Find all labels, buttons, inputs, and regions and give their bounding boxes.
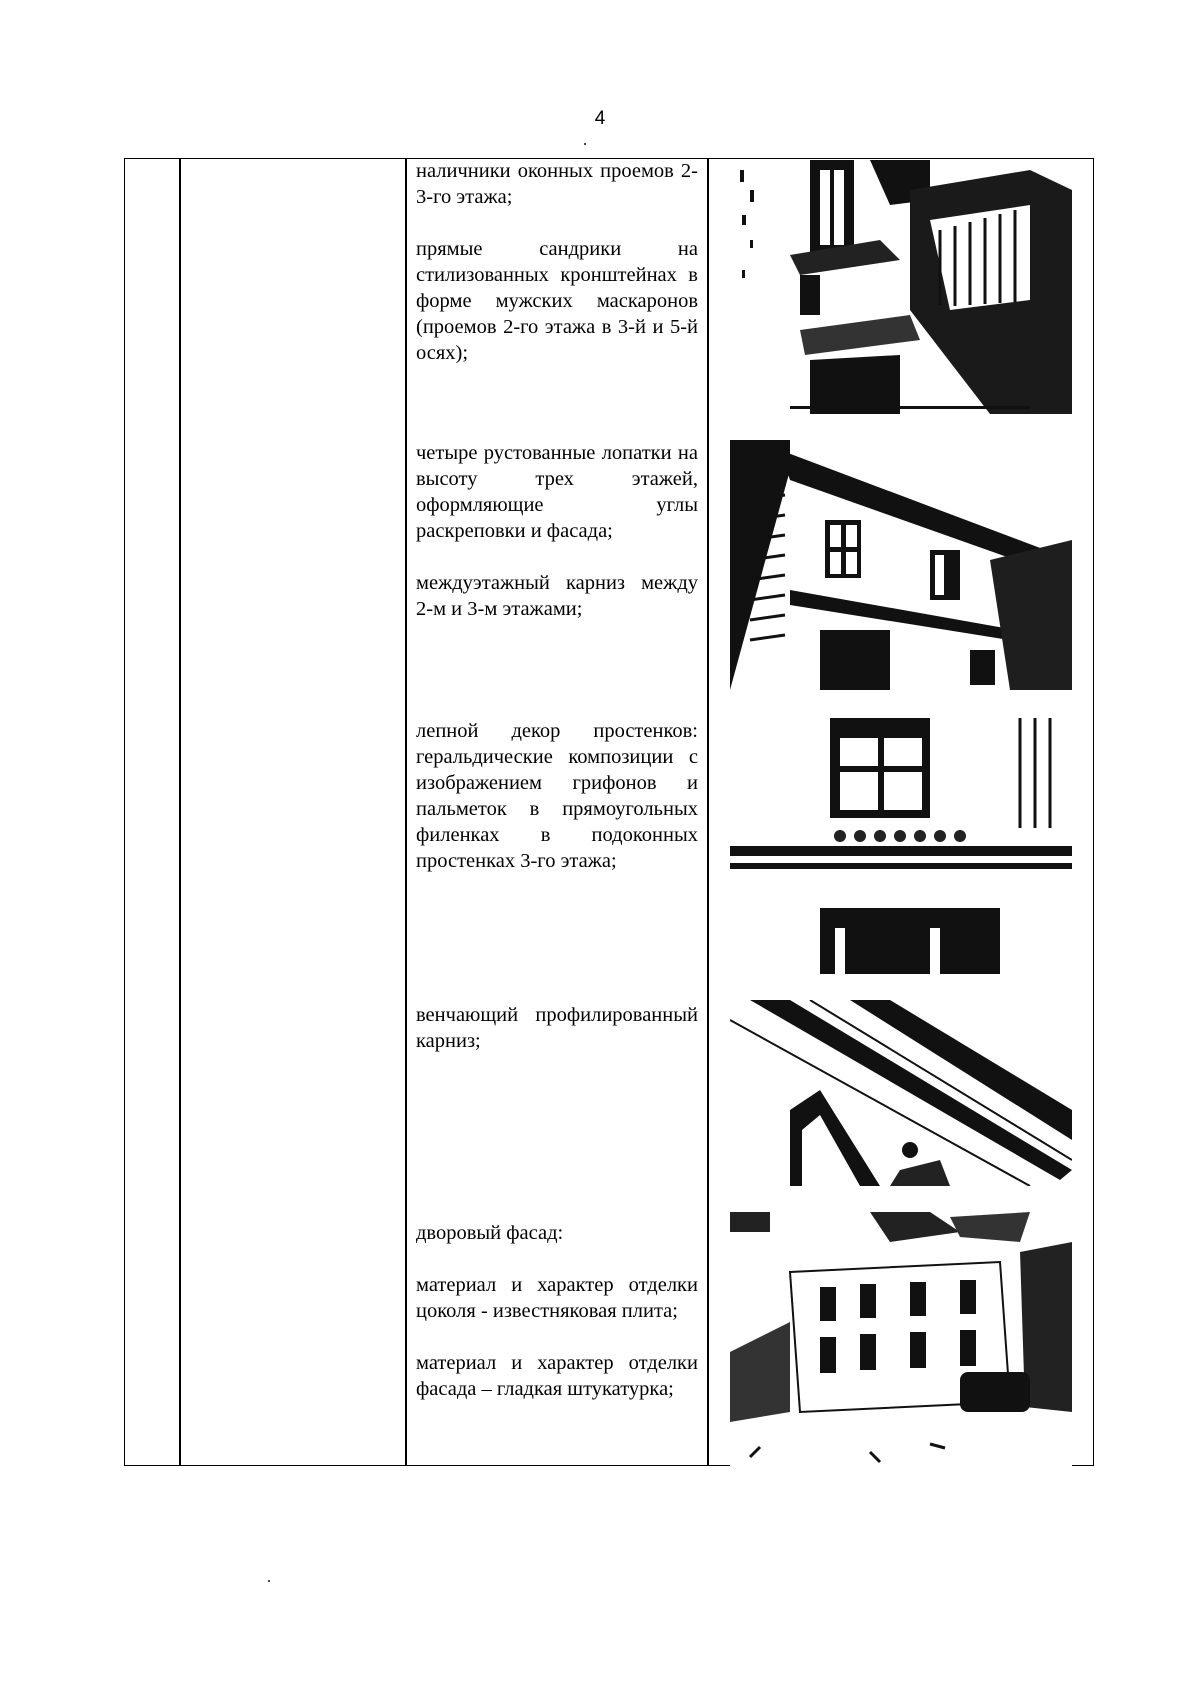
- row-4-text: [416, 1002, 698, 1054]
- table-paragraph: материал и характер отделки фасада – гладкая штукатурка;: [416, 1352, 698, 1400]
- column-divider: [405, 159, 407, 1465]
- column-divider: [179, 159, 181, 1465]
- rusticated-pilasters-photo: [730, 440, 1072, 690]
- table-paragraph: дворовый фасад:: [416, 1222, 564, 1244]
- table-paragraph: лепной декор простенков: геральдические композиции с изображением грифонов и пальметок в прямоугольных филенках в подоконных простенках 3-го этажа;: [416, 720, 698, 872]
- table-paragraph: наличники оконных проемов 2-3-го этажа;: [416, 160, 698, 208]
- page-number: 4: [594, 108, 606, 129]
- row-5-text: [416, 1220, 698, 1402]
- table-paragraph: междуэтажный карниз между 2-м и 3-м этажами;: [416, 572, 698, 620]
- table-paragraph: прямые сандрики на стилизованных кронштейнах в форме мужских маскаронов (проемов 2-го этажа в 3-й и 5-й осях);: [416, 238, 698, 364]
- window-surrounds-balcony-photo: [730, 160, 1072, 414]
- table-paragraph: четыре рустованные лопатки на высоту трех этажей, оформляющие углы раскреповки и фасада;: [416, 442, 698, 542]
- table-paragraph: венчающий профилированный карниз;: [416, 1004, 698, 1052]
- scan-dot: [584, 143, 586, 145]
- scan-dot: [268, 1580, 270, 1582]
- row-3-text: [416, 718, 698, 874]
- courtyard-facade-photo: [730, 1212, 1072, 1466]
- table-paragraph: материал и характер отделки цоколя - известняковая плита;: [416, 1274, 698, 1322]
- stucco-decor-photo: [730, 718, 1072, 974]
- crowning-cornice-photo: [730, 1000, 1072, 1186]
- column-divider: [707, 159, 709, 1465]
- row-2-text: [416, 440, 698, 622]
- row-1-text: [416, 158, 698, 366]
